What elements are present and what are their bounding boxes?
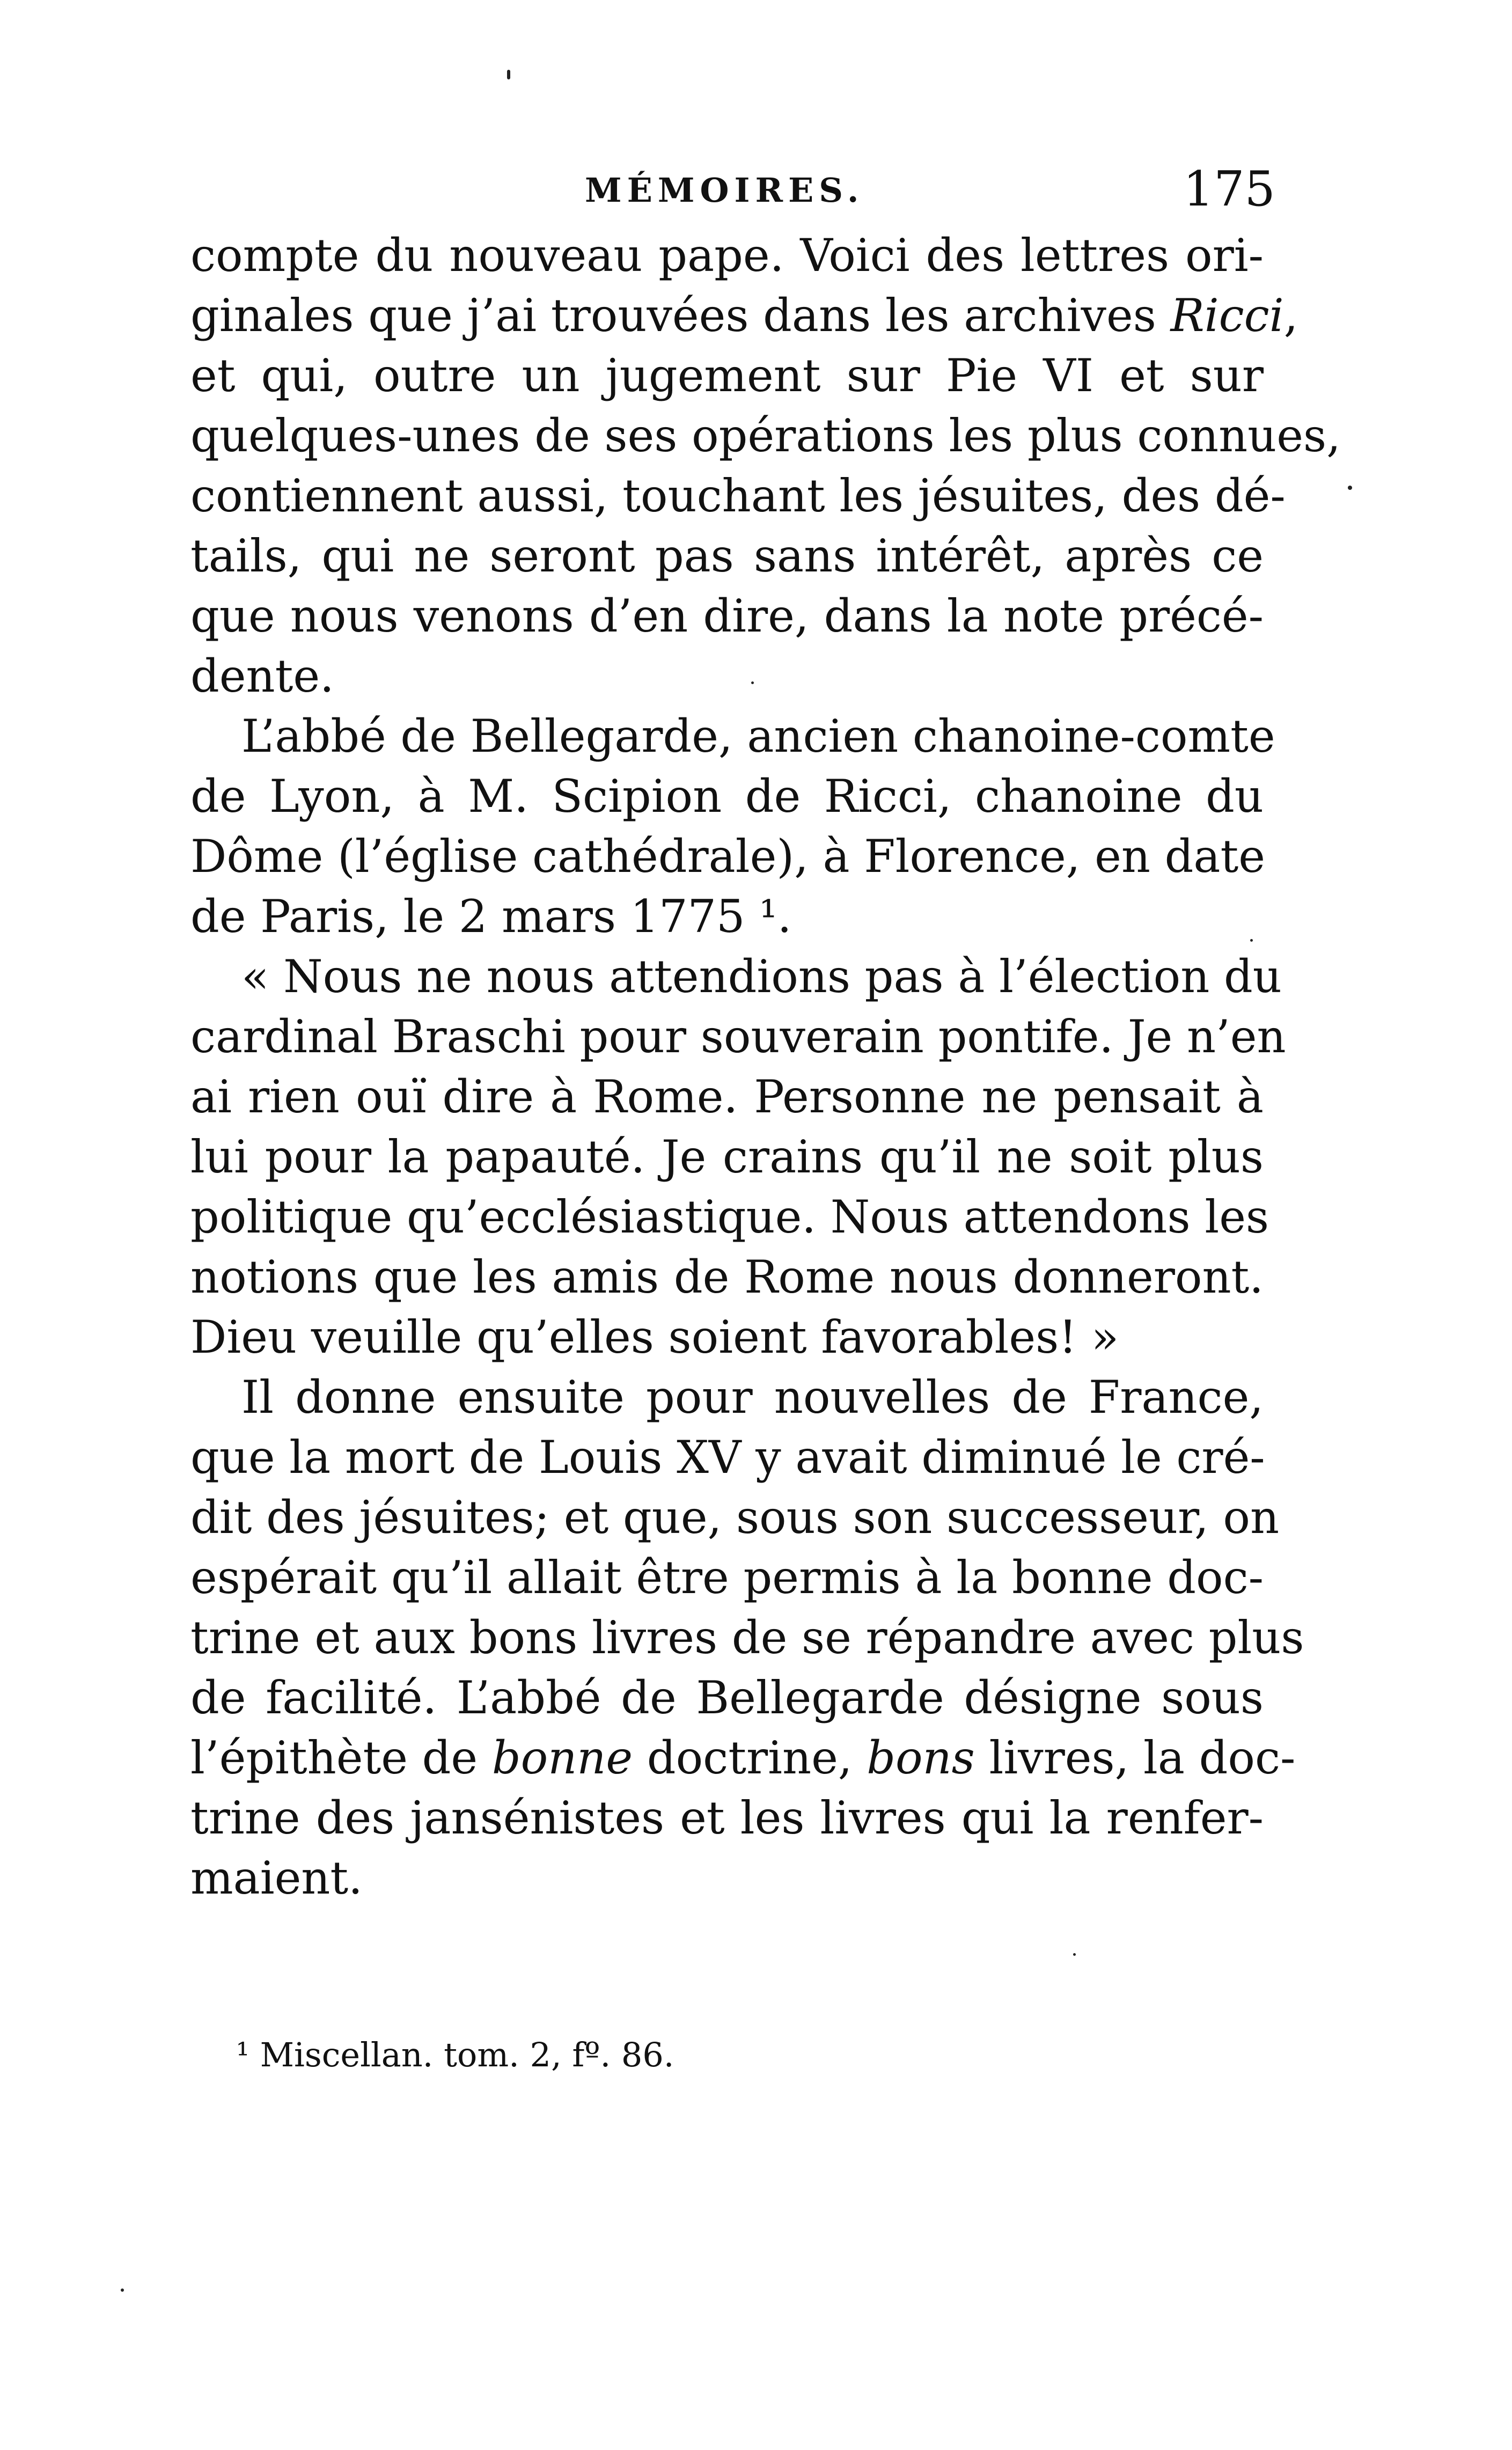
- text-line: maient.: [190, 1852, 363, 1904]
- text-line: Dieu veuille qu’elles soient favorables! »: [190, 1311, 1119, 1363]
- text-line: tails, qui ne seront pas sans intérêt, après ce: [190, 530, 1264, 582]
- paragraph-3-quote: [190, 947, 1286, 1367]
- text-line: ginales que j’ai trouvées dans les archives Ricci,: [190, 289, 1298, 342]
- text-line: lui pour la papauté. Je crains qu’il ne soit plus: [190, 1131, 1264, 1183]
- scan-speck: [1073, 1953, 1076, 1956]
- italic-word: bonne: [491, 1732, 633, 1784]
- scan-speck: [1348, 486, 1352, 490]
- text-line: espérait qu’il allait être permis à la bonne doc-: [190, 1551, 1264, 1604]
- text-line: trine et aux bons livres de se répandre avec plus: [190, 1611, 1304, 1664]
- text-line: « Nous ne nous attendions pas à l’élection du: [241, 950, 1282, 1003]
- text-line: dit des jésuites; et que, sous son successeur, on: [190, 1491, 1280, 1544]
- italic-word: bons: [867, 1732, 975, 1784]
- text-line: politique qu’ecclésiastique. Nous attendons les: [190, 1191, 1269, 1243]
- text-line: trine des jansénistes et les livres qui la renfer-: [190, 1792, 1264, 1844]
- body-text: [190, 225, 1341, 1908]
- text-line: Dôme (l’église cathédrale), à Florence, en date: [190, 830, 1265, 883]
- scan-speck: [1250, 939, 1253, 942]
- text-line: de Lyon, à M. Scipion de Ricci, chanoine du: [190, 770, 1264, 823]
- text-line: contiennent aussi, touchant les jésuites, des dé-: [190, 470, 1286, 522]
- text-line: ai rien ouï dire à Rome. Personne ne pensait à: [190, 1070, 1264, 1123]
- scan-speck: [751, 681, 754, 684]
- text-line: de Paris, le 2 mars 1775 ¹.: [190, 890, 792, 943]
- scan-speck: [507, 70, 510, 79]
- text-line: et qui, outre un jugement sur Pie VI et sur: [190, 349, 1264, 402]
- text-line: L’abbé de Bellegarde, ancien chanoine-comte: [241, 710, 1275, 762]
- text-line: notions que les amis de Rome nous donneront.: [190, 1251, 1264, 1303]
- text-line: cardinal Braschi pour souverain pontife. Je n’en: [190, 1010, 1286, 1063]
- italic-word: Ricci: [1170, 289, 1284, 342]
- page-header: [0, 161, 1512, 220]
- paragraph-1: [190, 225, 1341, 706]
- scan-speck: [121, 2288, 124, 2292]
- running-title: MÉMOIRES.: [585, 171, 864, 210]
- page-number: 175: [1183, 161, 1275, 217]
- paragraph-4: [190, 1367, 1304, 1908]
- footnote: ¹ Miscellan. tom. 2, fº. 86.: [236, 2035, 674, 2074]
- text-line: l’épithète de bonne doctrine, bons livres, la doc-: [190, 1732, 1296, 1784]
- text-line: quelques-unes de ses opérations les plus connues,: [190, 409, 1341, 462]
- text-line: de facilité. L’abbé de Bellegarde désigne sous: [190, 1671, 1264, 1724]
- text-line: compte du nouveau pape. Voici des lettres ori-: [190, 229, 1264, 282]
- text-line: dente.: [190, 650, 334, 702]
- paragraph-2: [190, 706, 1275, 947]
- text-line: que nous venons d’en dire, dans la note précé-: [190, 590, 1264, 642]
- text-line: Il donne ensuite pour nouvelles de France,: [241, 1371, 1264, 1424]
- text-line: que la mort de Louis XV y avait diminué le cré-: [190, 1431, 1265, 1484]
